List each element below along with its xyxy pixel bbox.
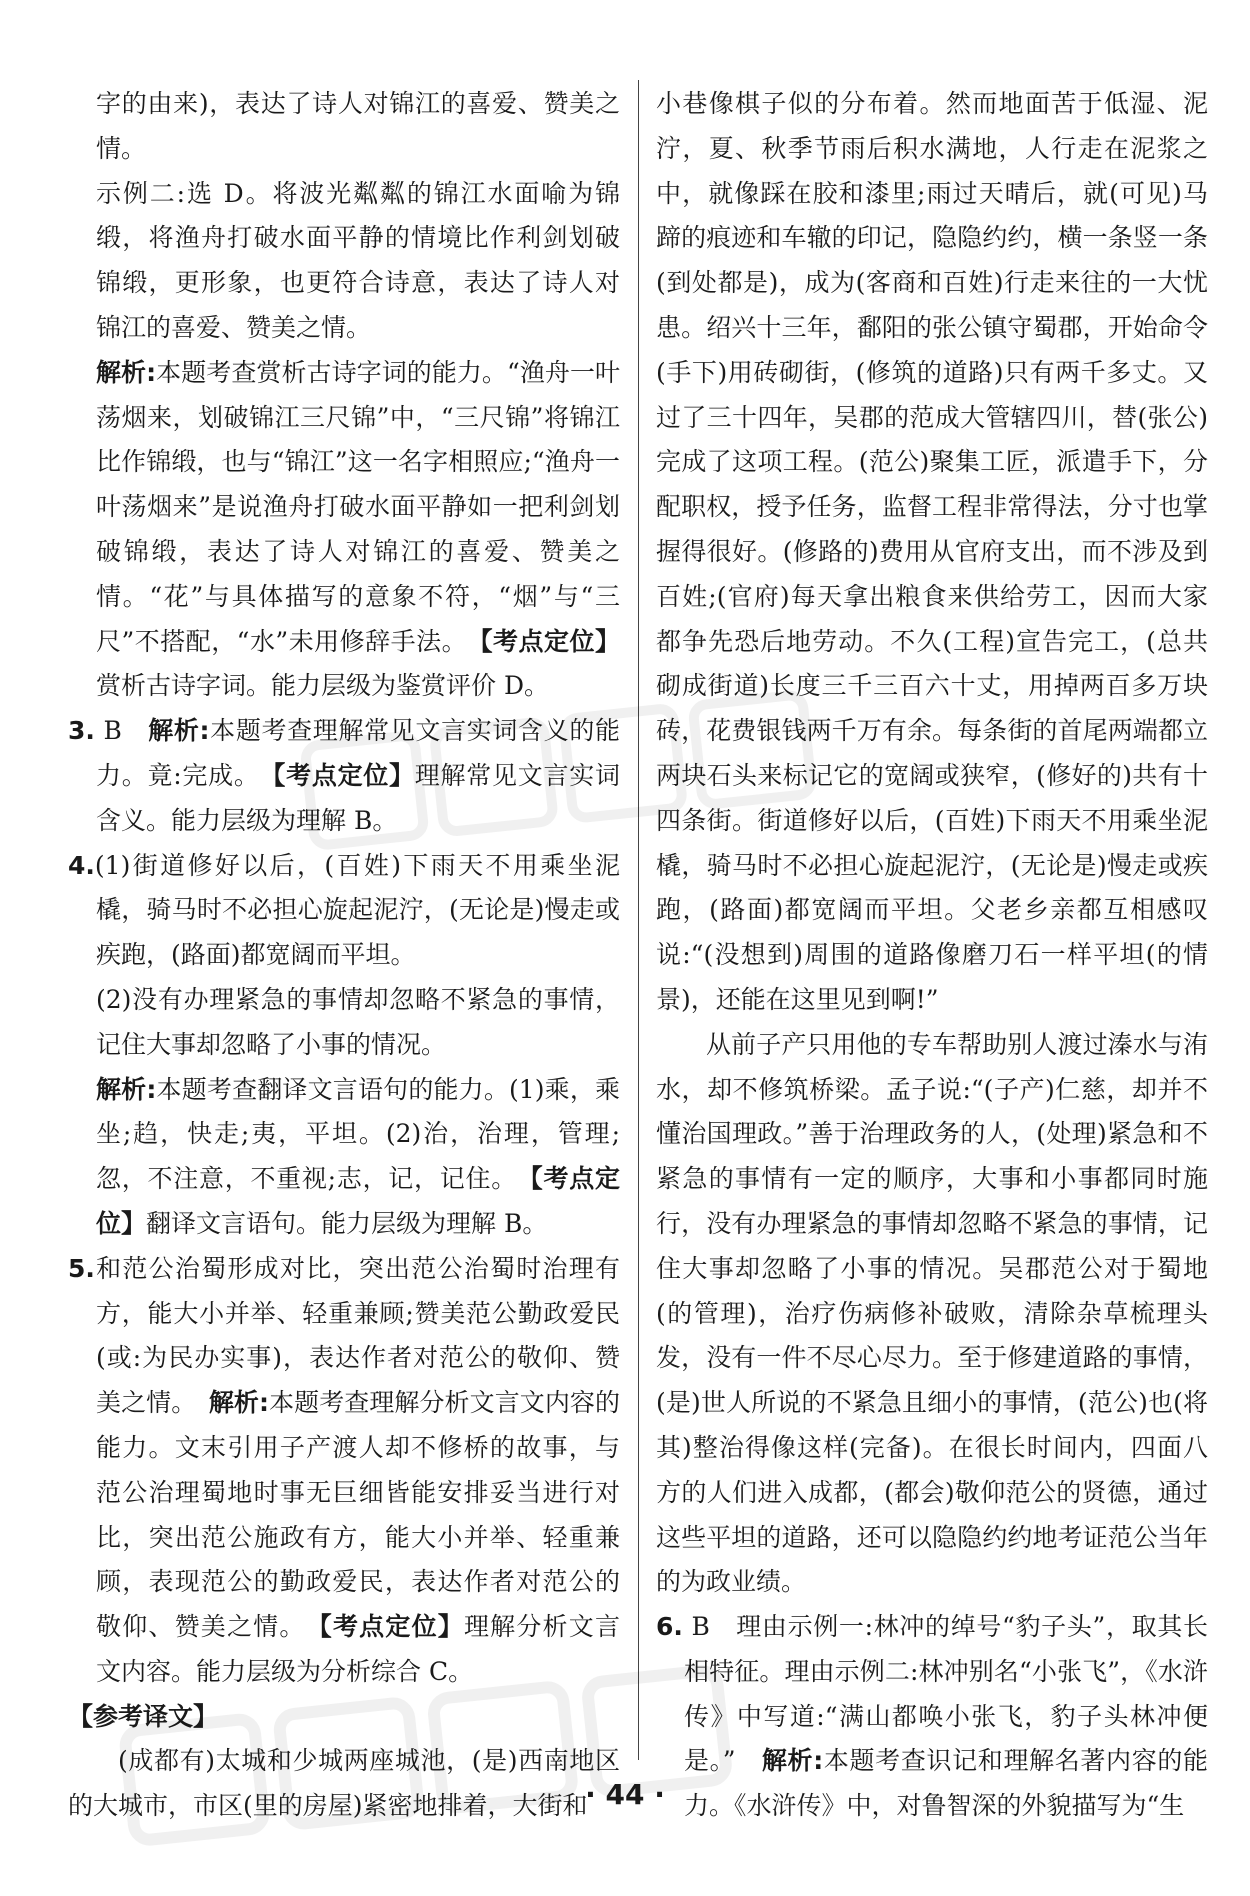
analysis-label: 解析: bbox=[761, 1746, 824, 1776]
question-6-number: 6. bbox=[656, 1612, 683, 1642]
key-point-label: 【考点定位】 bbox=[319, 1612, 464, 1642]
answer-5 bbox=[68, 1247, 620, 1695]
answer-2-continued bbox=[68, 82, 620, 172]
reference-label: 【参考译文】 bbox=[68, 1701, 219, 1731]
text-q3b: 本题考查理解常见文言实词含义的能力。竟:完成。 bbox=[96, 716, 620, 790]
text-q5a: 和范公治蜀形成对比，突出范公治蜀时治理有方，能大小并举、轻重兼顾;赞美范公勤政爱民(或:为民办实事)，表达作者对范公的敬仰、赞美之情。 bbox=[94, 1253, 620, 1418]
text-q6b: 本题考查识记和理解名著内容的能力。《水浒传》中，对鲁智深的外貌描写为“生 bbox=[684, 1746, 1209, 1821]
reference-translation-start bbox=[68, 1739, 620, 1829]
text-q4c: 本题考查翻译文言语句的能力。(1)乘，乘坐;趋，快走;夷，平坦。(2)治，治理，管理;忽，不注意，不重视;志，记，记住。 bbox=[96, 1074, 620, 1194]
answer-4-analysis bbox=[68, 1068, 620, 1247]
answer-3 bbox=[68, 709, 620, 843]
text-l3b: 赏析古诗字词。能力层级为鉴赏评价 D。 bbox=[96, 671, 549, 701]
question-5-number: 5. bbox=[68, 1253, 95, 1283]
text-q3c: 理解常见文言实词含义。能力层级为理解 B。 bbox=[96, 760, 620, 835]
column-divider bbox=[638, 80, 639, 1760]
key-point-label: 【考点定位】 bbox=[96, 1164, 620, 1238]
text-q4a: (1)街道修好以后，(百姓)下雨天不用乘坐泥橇，骑马时不必担心旋起泥泞，(无论是)慢走或疾跑，(路面)都宽阔而平坦。 bbox=[94, 850, 620, 970]
text-q3a: B bbox=[94, 716, 149, 746]
text-r1: 小巷像棋子似的分布着。然而地面苦于低湿、泥泞，夏、秋季节雨后积水满地，人行走在泥浆之中，就像踩在胶和漆里;雨过天晴后，就(可见)马蹄的痕迹和车辙的印记，隐隐约约，横一条竖一条(到处都是)，成为(客商和百姓)行走来往的一大忧患。绍兴十三年，鄱阳的张公镇守蜀郡，开始命令(手下)用砖砌街，(修筑的道路)只有两千多丈。又过了三十四年，吴郡的范成大管辖四川，替(张公)完成了这项工程。(范公)聚集工匠，派遣手下，分配职权，授予任务，监督工程非常得法，分寸也掌握得很好。(修路的)费用从官府支出，而不涉及到百姓;(官府)每天拿出粮食来供给劳工，因而大家都争先恐后地劳动。不久(工程)宣告完工，(总共砌成街道)长度三千三百六十丈，用掉两百多万块砖，花费银钱两千万有余。每条街的首尾两端都立两块石头来标记它的宽阔或狭窄，(修好的)共有十四条街。街道修好以后，(百姓)下雨天不用乘坐泥橇，骑马时不必担心旋起泥泞，(无论是)慢走或疾跑，(路面)都宽阔而平坦。父老乡亲都互相感叹说:“(没想到)周围的道路像磨刀石一样平坦(的情景)，还能在这里见到啊!” bbox=[656, 89, 1208, 1014]
text-q4d: 翻译文言语句。能力层级为理解 B。 bbox=[146, 1208, 548, 1238]
text-q4b: (2)没有办理紧急的事情却忽略不紧急的事情，记住大事却忽略了小事的情况。 bbox=[96, 984, 620, 1059]
text-l3: 本题考查赏析古诗字词的能力。“渔舟一叶荡烟来，划破锦江三尺锦”中，“三尺锦”将锦江比作锦缎，也与“锦江”这一名字相照应;“渔舟一叶荡烟来”是说渔舟打破水面平静如一把利剑划破锦缎，表达了诗人对锦江的喜爱、赞美之情。“花”与具体描写的意象不符，“烟”与“三尺”不搭配，“水”未用修辞手法。 bbox=[96, 357, 620, 656]
right-column bbox=[656, 82, 1208, 1829]
text-q5b: 本题考查理解分析文言文内容的能力。文末引用子产渡人却不修桥的故事，与范公治理蜀地时事无巨细皆能安排妥当进行对比，突出范公施政有方，能大小并举、轻重兼顾，表现范公的勤政爱民，表达作者对范公的敬仰、赞美之情。 bbox=[96, 1388, 620, 1642]
analysis-label: 解析: bbox=[96, 357, 157, 387]
answer-6 bbox=[656, 1605, 1208, 1829]
key-point-label: 【考点定位】 bbox=[480, 626, 620, 656]
text-ref-a: (成都有)太城和少城两座城池，(是)西南地区的大城市，市区(里的房屋)紧密地排着，大街和 bbox=[68, 1746, 620, 1821]
answer-4-part-2 bbox=[68, 978, 620, 1068]
analysis-label: 解析: bbox=[208, 1388, 269, 1418]
reference-translation-paragraph-2 bbox=[656, 1023, 1208, 1605]
reference-translation-heading bbox=[68, 1695, 620, 1740]
text-q5c: 理解分析文言文内容。能力层级为分析综合 C。 bbox=[96, 1612, 620, 1686]
text-l2: 示例二:选 D。将波光粼粼的锦江水面喻为锦缎，将渔舟打破水面平静的情境比作利剑划破锦缎，更形象，也更符合诗意，表达了诗人对锦江的喜爱、赞美之情。 bbox=[96, 178, 620, 342]
answer-2-example-2 bbox=[68, 172, 620, 351]
answer-4 bbox=[68, 844, 620, 978]
key-point-label: 【考点定位】 bbox=[272, 760, 415, 790]
question-4-number: 4. bbox=[68, 850, 95, 880]
text-q6a: B 理由示例一:林冲的绰号“豹子头”，取其长相特征。理由示例二:林冲别名“小张飞”，《水浒传》中写道:“满山都唤小张飞，豹子头林冲便是。” bbox=[682, 1612, 1208, 1776]
answer-2-analysis bbox=[68, 351, 620, 709]
reference-translation-continued bbox=[656, 82, 1208, 1023]
analysis-label: 解析: bbox=[96, 1074, 157, 1104]
text-r2: 从前子产只用他的专车帮助别人渡过溱水与洧水，却不修筑桥梁。孟子说:“(子产)仁慈，却并不懂治国理政。”善于治理政务的人，(处理)紧急和不紧急的事情有一定的顺序，大事和小事都同时施行，没有办理紧急的事情却忽略不紧急的事情，记住大事却忽略了小事的情况。吴郡范公对于蜀地(的管理)，治疗伤病修补破败，清除杂草梳理头发，没有一件不尽心尽力。至于修建道路的事情，(是)世人所说的不紧急且细小的事情，(范公)也(将其)整治得像这样(完备)。在很长时间内，四面八方的人们进入成都，(都会)敬仰范公的贤德，通过这些平坦的道路，还可以隐隐约约地考证范公当年的为政业绩。 bbox=[656, 1029, 1208, 1597]
analysis-label: 解析: bbox=[148, 716, 210, 746]
text-l1: 字的由来)，表达了诗人对锦江的喜爱、赞美之情。 bbox=[96, 89, 620, 163]
question-3-number: 3. bbox=[68, 716, 95, 746]
page-number: · 44 · bbox=[585, 1778, 665, 1811]
left-column bbox=[68, 82, 620, 1829]
